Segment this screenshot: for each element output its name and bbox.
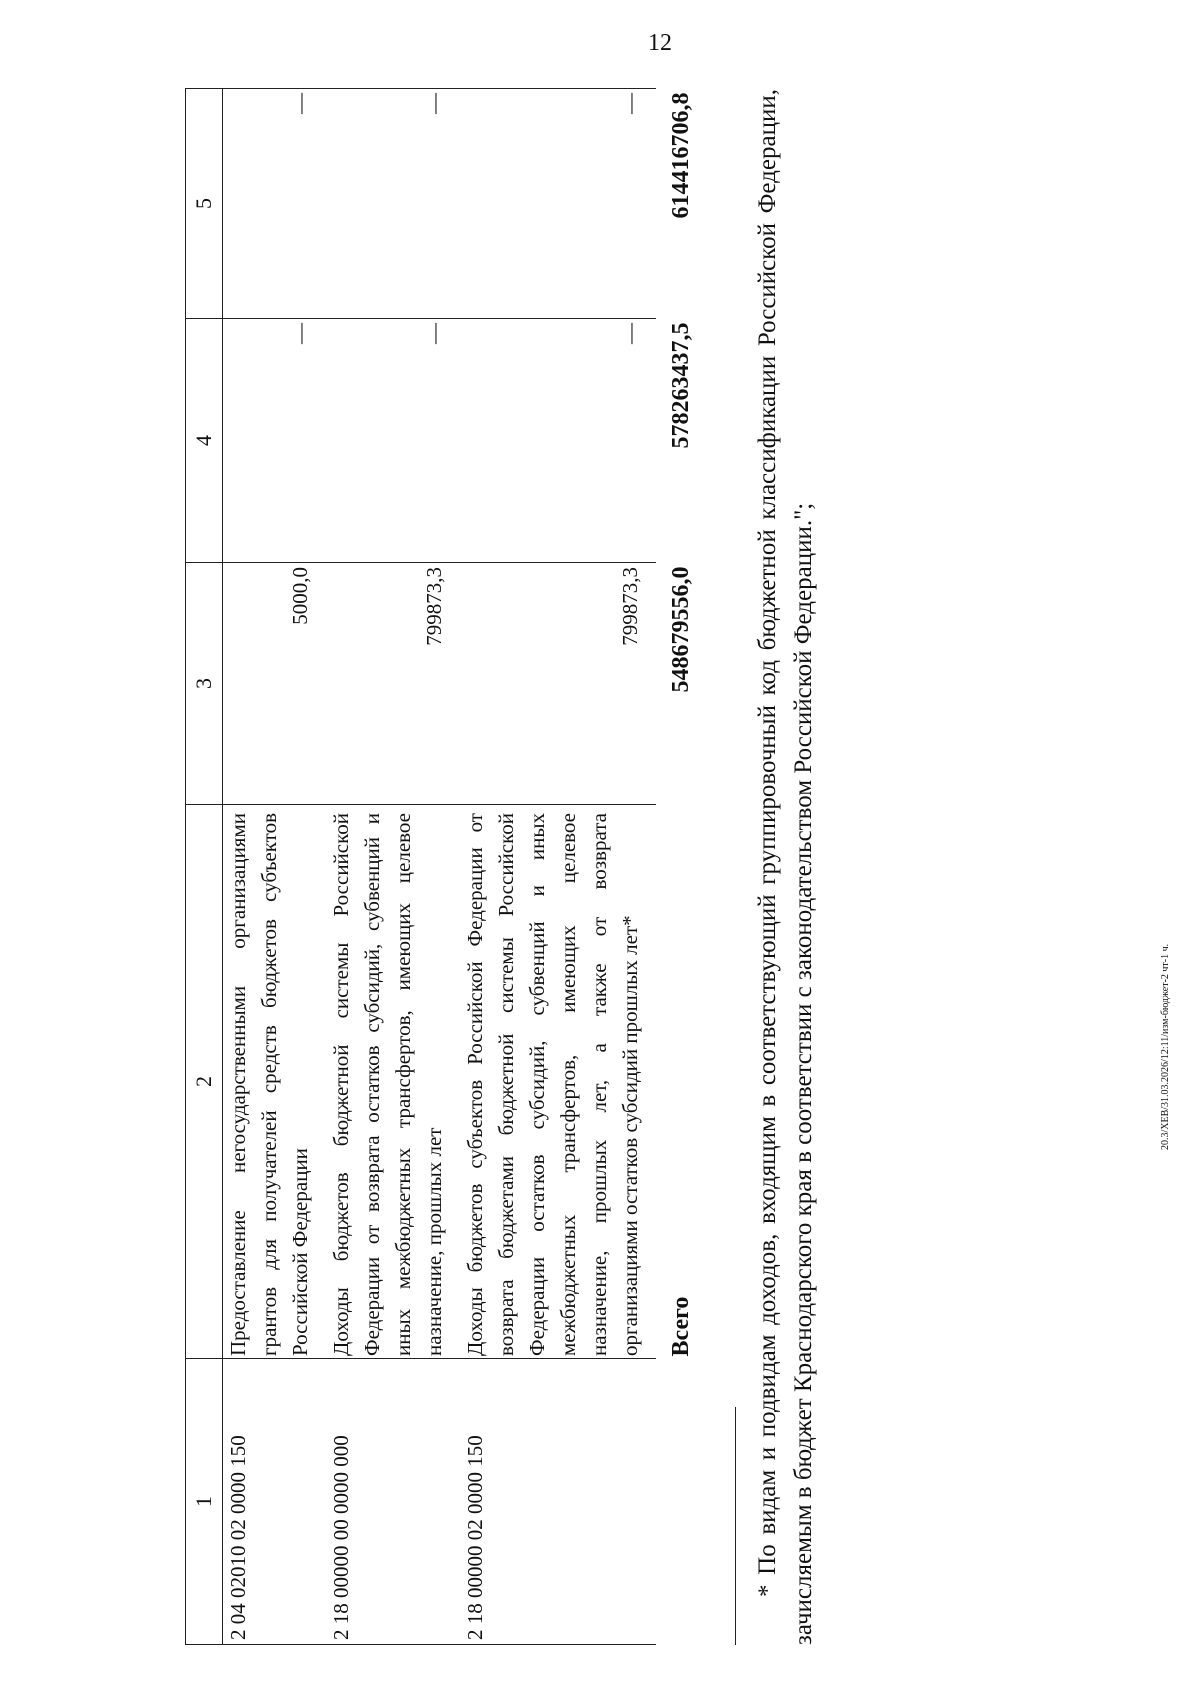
- row-code: 2 18 00000 02 0000 150: [460, 1359, 656, 1645]
- table-row: [223, 89, 327, 1645]
- footer-code: 20.3/XEB/31.03.2026/12:11/изм-бюджет-2 чт-1 ч.: [1160, 943, 1171, 1150]
- row-value-col3: 799873,3: [460, 563, 656, 805]
- row-value-col5: —: [460, 89, 656, 319]
- header-col-2: 2: [186, 805, 223, 1359]
- budget-table: [185, 88, 697, 1645]
- row-value-col4: —: [223, 319, 327, 563]
- total-value-col5: 614416706,8: [668, 92, 694, 219]
- row-value-col3: 5000,0: [223, 563, 327, 805]
- row-code: 2 18 00000 00 0000 000: [326, 1359, 460, 1645]
- header-col-4: 4: [186, 319, 223, 563]
- header-col-5: 5: [186, 89, 223, 319]
- footnote-text: * По видам и подвидам доходов, входящим в соответствующий группировочный код бюджетной классификации Российской Федерации, зачисляемым в бюджет Краснодарского края в соответствии с законодательством Российской Федерации.";: [754, 89, 817, 1645]
- row-value-col3: 799873,3: [326, 563, 460, 805]
- table-header-row: [186, 89, 223, 1645]
- header-col-3: 3: [186, 563, 223, 805]
- total-value-col4: 578263437,5: [668, 322, 694, 449]
- row-value-col5: —: [326, 89, 460, 319]
- footnote: [750, 89, 822, 1645]
- row-name: Предоставление негосударственными организациями грантов для получателей средств бюджетов субъектов Российской Федерации: [223, 805, 327, 1359]
- table-row: [460, 89, 656, 1645]
- row-name: Доходы бюджетов бюджетной системы Российской Федерации от возврата остатков субсидий, субвенций и иных межбюджетных трансфертов, имеющих целевое назначение, прошлых лет: [326, 805, 460, 1359]
- total-label: Всего: [668, 1296, 694, 1357]
- row-value-col4: —: [326, 319, 460, 563]
- row-code: 2 04 02010 02 0000 150: [223, 1359, 327, 1645]
- row-name: Доходы бюджетов субъектов Российской Федерации от возврата бюджетами бюджетной системы Российской Федерации остатков субсидий, субвенций и иных межбюджетных трансфертов, имеющих целевое назначение, прошлых лет, а также от возврата организациями остатков субсидий прошлых лет*: [460, 805, 656, 1359]
- footnote-divider: [735, 1407, 736, 1645]
- table-row: [326, 89, 460, 1645]
- page-number: 12: [648, 30, 672, 56]
- table-total-row: [656, 89, 697, 1645]
- row-value-col4: —: [460, 319, 656, 563]
- rotated-page-content: [150, 89, 1110, 1645]
- header-col-1: 1: [186, 1359, 223, 1645]
- total-value-col3: 548679556,0: [668, 566, 694, 693]
- row-value-col5: —: [223, 89, 327, 319]
